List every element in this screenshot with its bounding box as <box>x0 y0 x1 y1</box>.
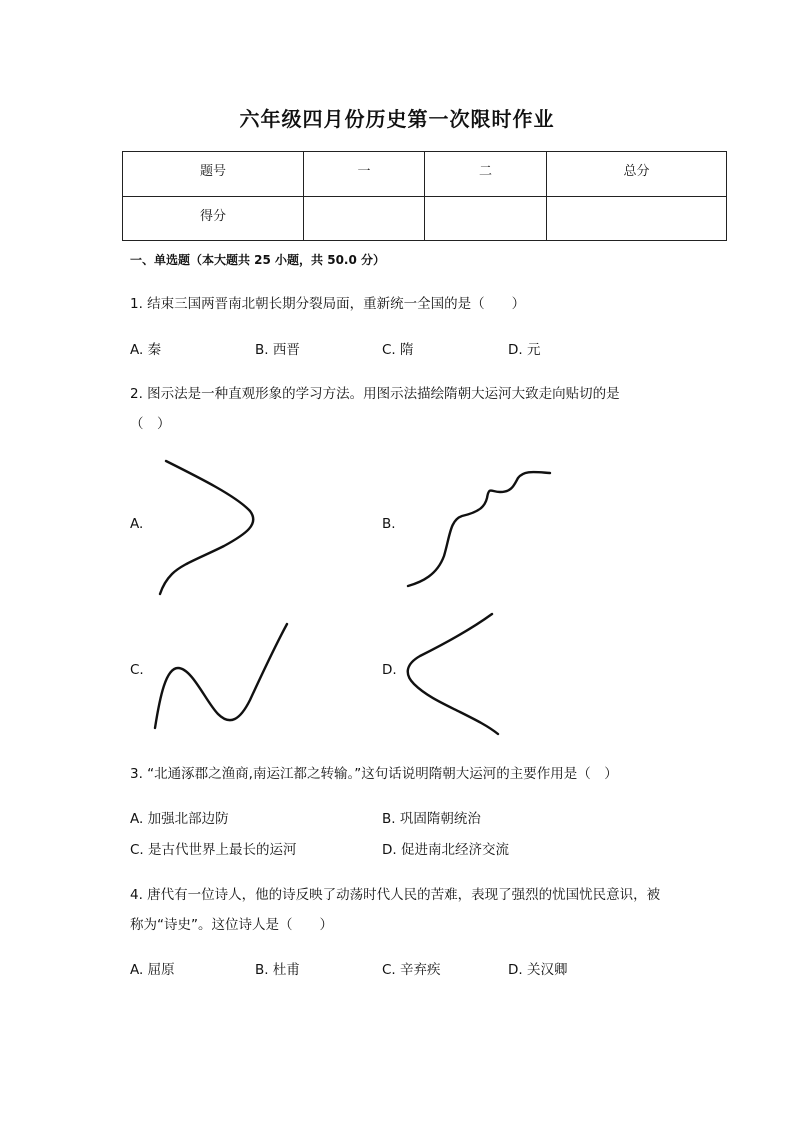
question-4-stem: 4. 唐代有一位诗人，他的诗反映了动荡时代人民的苦难，表现了强烈的忧国忧民意识，被 <box>130 887 661 903</box>
question-2-stem-cont: （ ） <box>130 416 171 432</box>
canal-route-curve-c <box>155 624 287 728</box>
score-table-cell: 题号 <box>123 152 304 197</box>
question-3-option-d[interactable]: D. 促进南北经济交流 <box>382 842 509 858</box>
page-title: 六年级四月份历史第一次限时作业 <box>239 107 555 131</box>
question-3-option-a[interactable]: A. 加强北部边防 <box>130 811 229 827</box>
question-1-option-a[interactable]: A. 秦 <box>130 342 162 358</box>
question-3-stem: 3. “北通涿郡之渔商,南运江都之转输。”这句话说明隋朝大运河的主要作用是（ ） <box>130 766 618 782</box>
question-4-option-a[interactable]: A. 屈原 <box>130 962 175 978</box>
canal-route-curve-d <box>408 614 498 734</box>
question-1-option-c[interactable]: C. 隋 <box>382 342 414 358</box>
score-table-cell: 一 <box>304 152 425 197</box>
question-3-option-b[interactable]: B. 巩固隋朝统治 <box>382 811 481 827</box>
section-heading: 一、单选题（本大题共 25 小题，共 50.0 分） <box>130 253 386 267</box>
question-1-option-b[interactable]: B. 西晋 <box>255 342 300 358</box>
score-table-cell: 得分 <box>123 196 304 241</box>
question-1-option-d[interactable]: D. 元 <box>508 342 541 358</box>
question-4-stem-cont: 称为“诗史”。这位诗人是（ ） <box>130 917 333 933</box>
score-table-cell: 二 <box>425 152 547 197</box>
question-4-option-b[interactable]: B. 杜甫 <box>255 962 300 978</box>
question-4-option-c[interactable]: C. 辛弃疾 <box>382 962 441 978</box>
question-2-stem: 2. 图示法是一种直观形象的学习方法。用图示法描绘隋朝大运河大致走向贴切的是 <box>130 386 620 402</box>
question-2-option-b[interactable]: B. <box>382 516 396 532</box>
question-2-option-c[interactable]: C. <box>130 662 144 678</box>
score-table-cell: 总分 <box>547 152 727 197</box>
question-2-option-a[interactable]: A. <box>130 516 144 532</box>
question-1-stem: 1. 结束三国两晋南北朝长期分裂局面，重新统一全国的是（ ） <box>130 296 526 312</box>
canal-route-curve-a <box>160 461 253 594</box>
question-3-option-c[interactable]: C. 是古代世界上最长的运河 <box>130 842 297 858</box>
question-2-option-d[interactable]: D. <box>382 662 397 678</box>
canal-route-curve-b <box>408 472 550 586</box>
question-4-option-d[interactable]: D. 关汉卿 <box>508 962 568 978</box>
